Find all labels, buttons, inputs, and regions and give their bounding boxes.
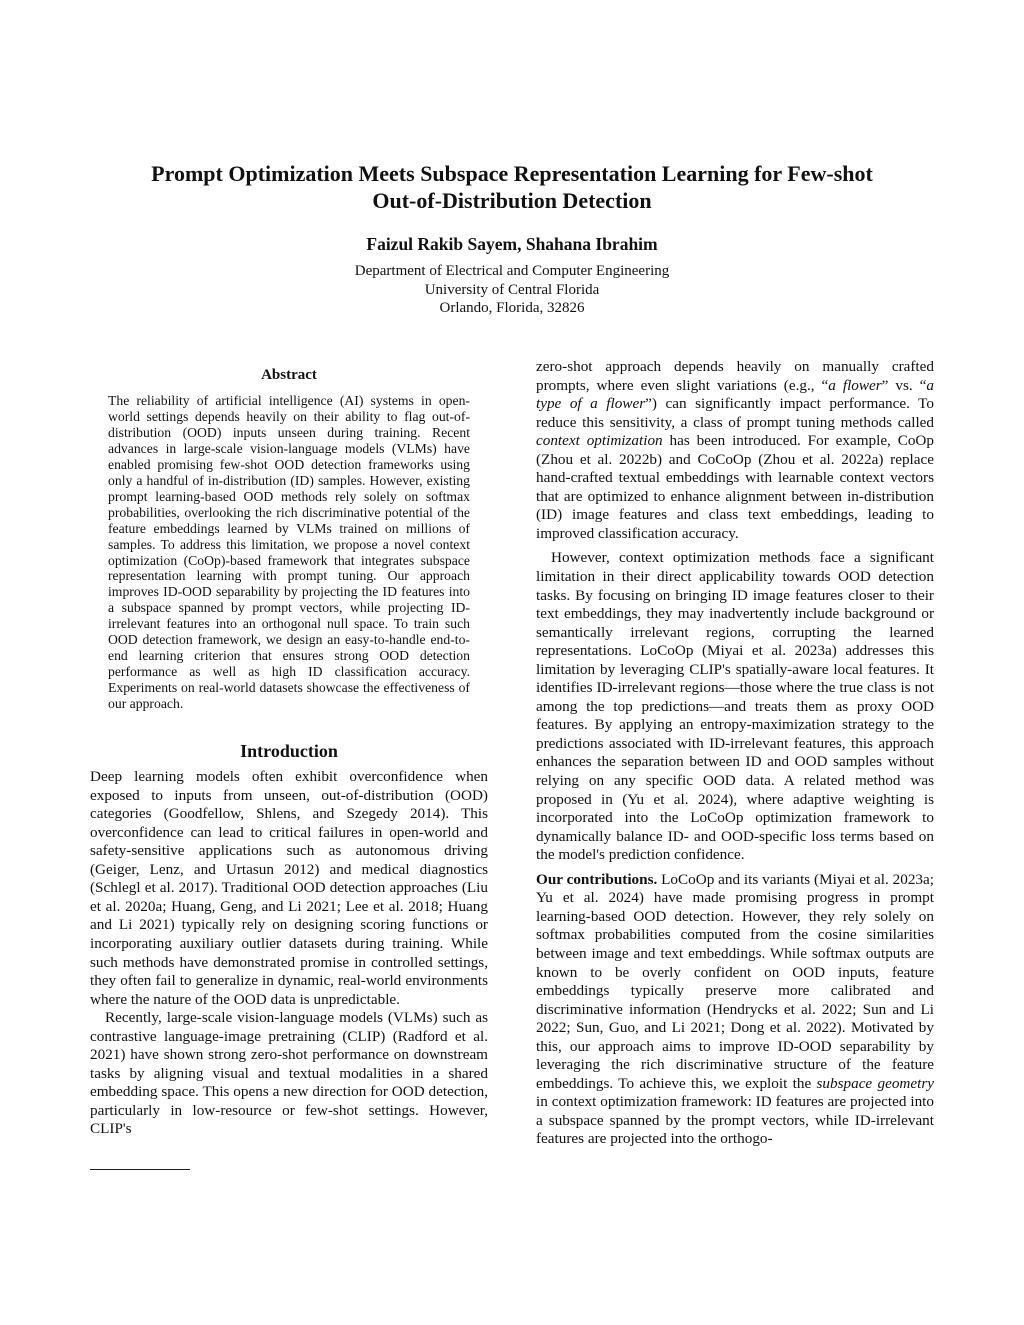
affiliation-address: Orlando, Florida, 32826	[439, 300, 585, 316]
contributions-lead: Our contributions.	[536, 870, 658, 888]
introduction-body-left	[90, 768, 488, 1139]
paper-title	[90, 160, 934, 214]
affiliation-department: Department of Electrical and Computer Engineering	[354, 263, 670, 279]
authors: Faizul Rakib Sayem, Shahana Ibrahim	[366, 234, 658, 254]
title-line-1: Prompt Optimization Meets Subspace Representation Learning for Few-shot	[151, 161, 873, 186]
title-line-2: Out-of-Distribution Detection	[372, 188, 652, 213]
abstract-heading: Abstract	[261, 367, 317, 383]
intro-paragraph-1: Deep learning models often exhibit overconfidence when exposed to inputs from unseen, out-of-distribution (OOD) categories (Goodfellow, Shlens, and Szegedy 2014). This overconfidence can lead to critical failures in open-world and safety-sensitive applications such as autonomous driving (Geiger, Lenz, and Urtasun 2012) and medical diagnostics (Schlegl et al. 2017). Traditional OOD detection approaches (Liu et al. 2020a; Huang, Geng, and Li 2021; Lee et al. 2018; Huang and Li 2021) typically rely on designing scoring functions or incorporating auxiliary outlier datasets during training. While such methods have demonstrated promise in controlled settings, they often fail to generalize in dynamic, real-world environments where the nature of the OOD data is unpredictable.	[90, 768, 488, 1008]
intro-paragraph-3: zero-shot approach depends heavily on manually crafted prompts, where even slight variations (e.g., “a flower” vs. “a type of a flower”) can significantly impact performance. To reduce this sensitivity, a class of prompt tuning methods called context optimization has been introduced. For example, CoOp (Zhou et al. 2022b) and CoCoOp (Zhou et al. 2022a) replace hand-crafted textual embeddings with learnable context vectors that are optimized to enhance alignment between in-distribution (ID) image features and class text embeddings, leading to improved classification accuracy.	[536, 358, 934, 542]
abstract-text: The reliability of artificial intelligence (AI) systems in open-world settings depends heavily on their ability to flag out-of-distribution (OOD) inputs unseen during training. Recent advances in large-scale vision-language models (VLMs) have enabled promising few-shot OOD detection frameworks using only a handful of in-distribution (ID) samples. However, existing prompt learning-based OOD methods rely solely on softmax probabilities, overlooking the rich discriminative potential of the feature embeddings learned by VLMs trained on millions of samples. To address this limitation, we propose a novel context optimization (CoOp)-based framework that integrates subspace representation learning with prompt tuning. Our approach improves ID-OOD separability by projecting the ID features into a subspace spanned by prompt vectors, while projecting ID-irrelevant features into an orthogonal null space. To train such OOD detection framework, we design an easy-to-handle end-to-end learning criterion that ensures strong OOD detection performance as well as high ID classification accuracy. Experiments on real-world datasets showcase the effectiveness of our approach.	[108, 393, 470, 712]
intro-paragraph-4: However, context optimization methods face a significant limitation in their direct applicability towards OOD detection tasks. By focusing on bringing ID image features closer to their text embeddings, they may inadvertently include background or semantically irrelevant regions, corrupting the learned representations. LoCoOp (Miyai et al. 2023a) addresses this limitation by leveraging CLIP's spatially-aware local features. It identifies ID-irrelevant regions—those where the true class is not among the top predictions—and treats them as proxy OOD features. By applying an entropy-maximization strategy to the predictions associated with ID-irrelevant features, this approach enhances the separation between ID and OOD samples without relying on any specific OOD data. A related method was proposed in (Yu et al. 2024), where adaptive weighting is incorporated into the LoCoOp optimization framework to dynamically balance ID- and OOD-specific loss terms based on the model's prediction confidence.	[536, 549, 934, 864]
right-column	[536, 358, 934, 1149]
intro-paragraph-2: Recently, large-scale vision-language models (VLMs) such as contrastive language-image pretraining (CLIP) (Radford et al. 2021) have shown strong zero-shot performance on downstream tasks by aligning visual and textual modalities in a shared embedding space. This opens a new direction for OOD detection, particularly in low-resource or few-shot settings. However, CLIP's	[90, 1009, 488, 1138]
footnote-rule	[90, 1169, 190, 1170]
affiliation	[90, 262, 934, 318]
affiliation-university: University of Central Florida	[424, 281, 600, 298]
left-column	[90, 360, 488, 1139]
contributions-paragraph: Our contributions. LoCoOp and its variants (Miyai et al. 2023a; Yu et al. 2024) have made promising progress in prompt learning-based OOD detection. However, they rely solely on softmax probabilities computed from the cosine similarities between image and text embeddings. While softmax outputs are known to be overly confident on OOD inputs, feature embeddings typically preserve more calibrated and discriminative information (Hendrycks et al. 2022; Sun and Li 2022; Sun, Guo, and Li 2021; Dong et al. 2022). Motivated by this, our approach aims to improve ID-OOD separability by leveraging the rich discriminative structure of the feature embeddings. To achieve this, we exploit the subspace geometry in context optimization framework: ID features are projected into a subspace spanned by the prompt vectors, while ID-irrelevant features are projected into the orthogo-	[536, 870, 935, 1148]
introduction-heading: Introduction	[240, 741, 338, 762]
